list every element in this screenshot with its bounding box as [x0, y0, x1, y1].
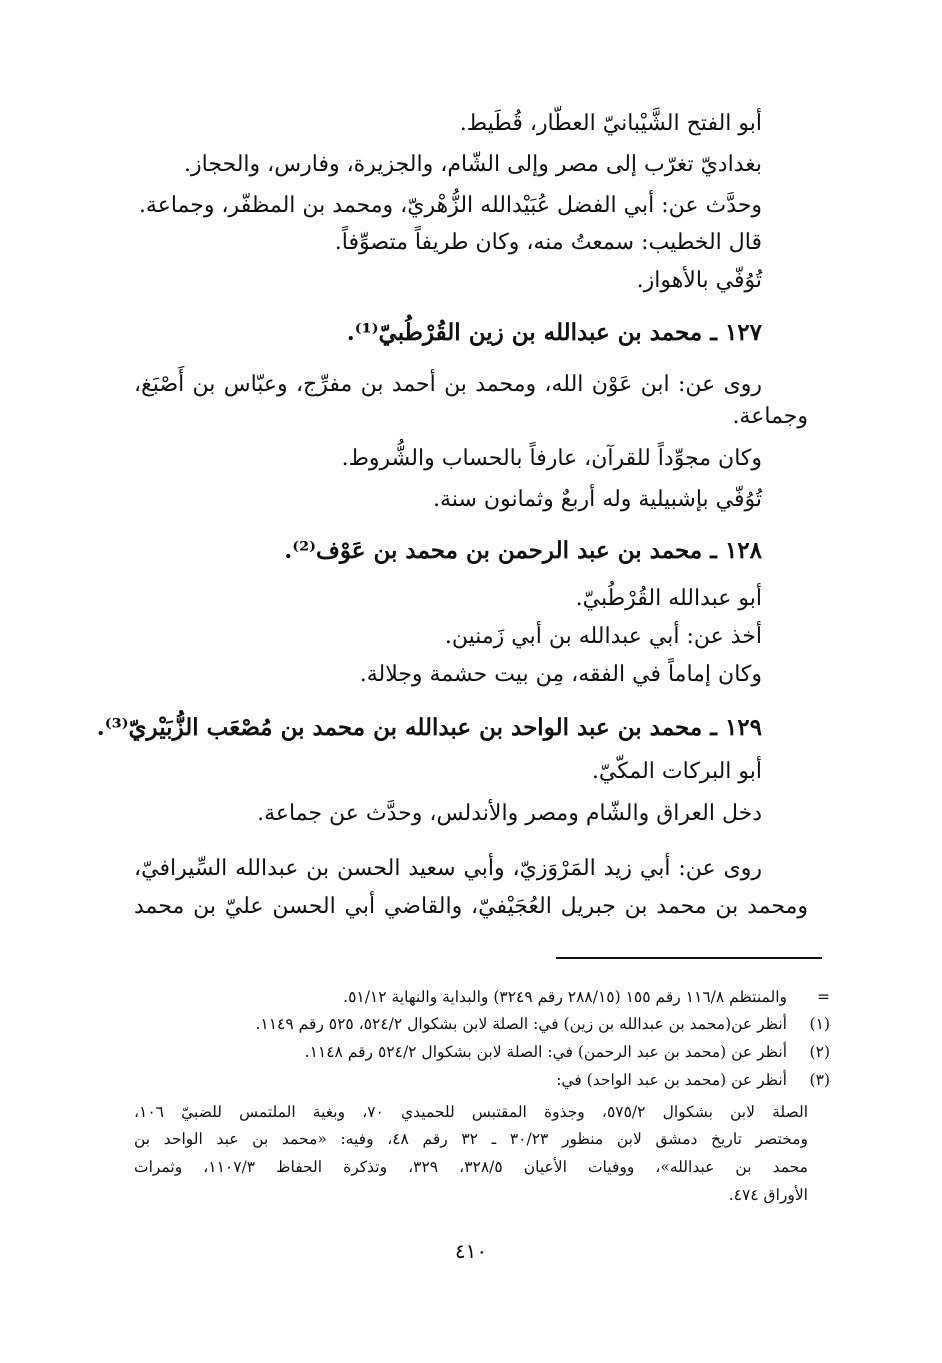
- page-number: ٤١٠: [454, 1239, 488, 1263]
- text-line: روى عن: ابن عَوْن الله، ومحمد بن أحمد بن مفرِّج، وعبّاس بن أَصْبَغ،: [134, 372, 762, 397]
- footnote-text: محمد بن عبدالله»، ووفيات الأعيان ٣٢٨/٥، ٣٢٩، وتذكرة الحفاظ ١١٠٧/٣، وثمرات: [134, 1158, 808, 1176]
- footnote-separator: [556, 957, 822, 959]
- footnote-text: والمنتظم ١١٦/٨ رقم ١٥٥ (٢٨٨/١٥ رقم ٣٢٤٩) والبداية والنهاية ٥١/١٢.: [343, 988, 787, 1006]
- text-line: وحدَّث عن: أبي الفضل عُبَيْدالله الزُّهْريّ، ومحمد بن المظفّر، وجماعة.: [138, 193, 762, 218]
- footnote-mark: (٢): [809, 1043, 830, 1061]
- text-line: روى عن: أبي زيد المَرْوَزيّ، وأبي سعيد الحسن بن عبدالله السِّيرافيّ،: [134, 856, 762, 881]
- footnote-text: ومختصر تاريخ دمشق لابن منظور ٣٠/٢٣ ـ ٣٢ رقم ٤٨، وفيه: «محمد بن عبد الواحد بن: [134, 1130, 808, 1148]
- text-line: وجماعة.: [732, 404, 808, 429]
- text-line: دخل العراق والشّام ومصر والأندلس، وحدَّث عن جماعة.: [257, 801, 762, 826]
- footnote-mark: =: [817, 988, 830, 1006]
- text-line: أبو الفتح الشَّيْبانيّ العطّار، قُطَيط.: [459, 111, 762, 136]
- entry-heading-129: ١٢٩ ـ محمد بن عبد الواحد بن عبدالله بن محمد بن مُصْعَب الزُّبَيْريّ⁽³⁾.: [96, 714, 762, 741]
- text-line: أبو البركات المكّيّ.: [591, 759, 762, 784]
- text-line: أبو عبدالله القُرْطُبيّ.: [575, 586, 762, 611]
- text-line: تُوُفّي بالأهواز.: [636, 268, 762, 293]
- text-line: أخذ عن: أبي عبدالله بن أبي زَمنين.: [444, 624, 762, 649]
- text-line: وكان مجوِّداً للقرآن، عارفاً بالحساب والشُّروط.: [341, 446, 762, 471]
- text-line: تُوُفّي بإشبيلية وله أربعٌ وثمانون سنة.: [433, 487, 762, 512]
- entry-heading-128: ١٢٨ ـ محمد بن عبد الرحمن بن محمد بن عَوْف⁽²⁾.: [284, 537, 762, 564]
- text-line: بغداديّ تغرّب إلى مصر وإلى الشّام، والجزيرة، وفارس، والحجاز.: [184, 152, 762, 177]
- footnote-text: الأوراق ٤٧٤.: [728, 1186, 808, 1204]
- text-line: وكان إماماً في الفقه، مِن بيت حشمة وجلالة.: [359, 662, 762, 687]
- footnote-mark: (١): [809, 1015, 830, 1033]
- text-line: ومحمد بن محمد بن جبريل العُجَيْفيّ، والقاضي أبي الحسن عليّ بن محمد: [134, 894, 808, 919]
- footnote-text: أنظر عن (محمد بن عبد الرحمن) في: الصلة لابن بشكوال ٥٢٤/٢ رقم ١١٤٨.: [304, 1043, 787, 1061]
- entry-heading-127: ١٢٧ ـ محمد بن عبدالله بن زين القُرْطُبيّ⁽¹⁾.: [346, 319, 762, 346]
- footnote-text: أنظر عن (محمد بن عبد الواحد) في:: [556, 1071, 787, 1089]
- footnote-text: أنظر عن(محمد بن عبدالله بن زين) في: الصلة لابن بشكوال ٥٢٤/٢، ٥٢٥ رقم ١١٤٩.: [255, 1015, 787, 1033]
- text-line: قال الخطيب: سمعتُ منه، وكان طريفاً متصوِّفاً.: [334, 230, 762, 255]
- footnote-mark: (٣): [809, 1071, 830, 1089]
- footnote-text: الصلة لابن بشكوال ٥٧٥/٢، وجذوة المقتبس للحميدي ٧٠، وبغية الملتمس للضبيّ ١٠٦،: [134, 1103, 809, 1121]
